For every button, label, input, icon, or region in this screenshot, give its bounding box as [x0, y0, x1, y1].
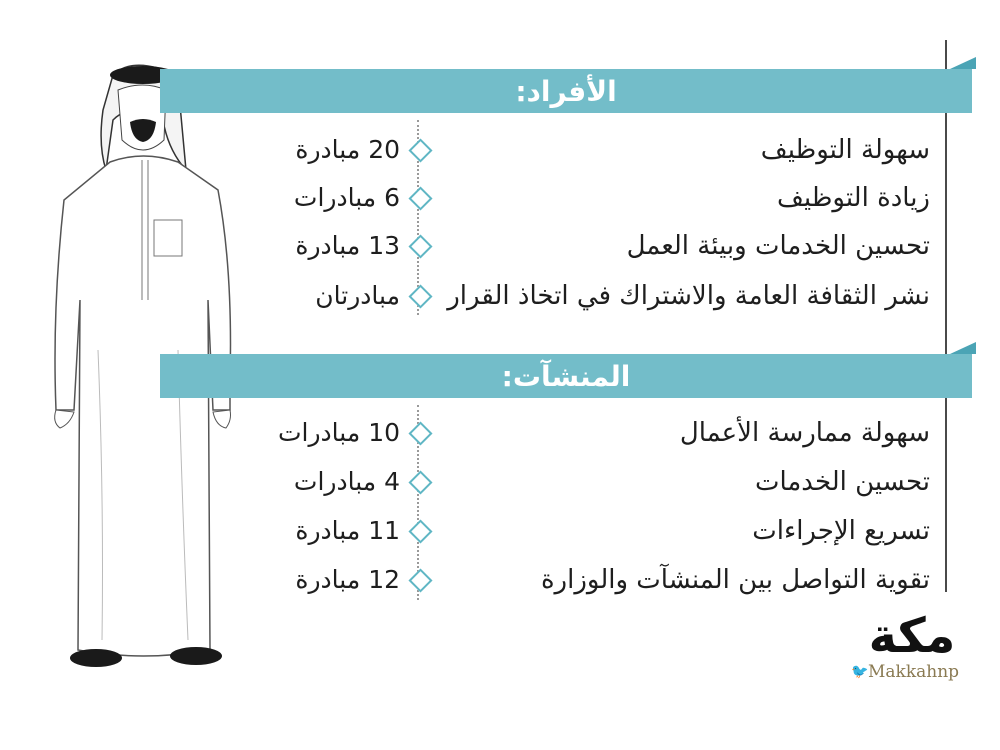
diamond-bullet-icon — [408, 519, 432, 543]
initiative-label: تحسين الخدمات — [754, 467, 930, 497]
twitter-handle: Makkahnp — [868, 662, 960, 682]
diamond-bullet-icon — [408, 284, 432, 308]
initiative-count: مبادرتان — [315, 281, 400, 310]
list-item — [250, 226, 930, 266]
diamond-bullet-icon — [408, 470, 432, 494]
initiative-count: 13 مبادرة — [295, 231, 400, 260]
initiative-count: 4 مبادرات — [293, 467, 400, 496]
initiative-label: تقوية التواصل بين المنشآت والوزارة — [540, 565, 930, 595]
twitter-icon: 🐦 — [851, 664, 869, 680]
list-item — [250, 462, 930, 502]
list-item — [250, 560, 930, 600]
initiative-count: 11 مبادرة — [295, 516, 400, 545]
list-item — [250, 276, 930, 316]
section-title: الأفراد: — [515, 74, 617, 108]
list-item — [250, 178, 930, 218]
diamond-bullet-icon — [408, 568, 432, 592]
diamond-bullet-icon — [408, 234, 432, 258]
section-header-establishments — [160, 354, 972, 398]
header-tab — [950, 342, 976, 354]
initiative-count: 12 مبادرة — [295, 565, 400, 594]
initiative-label: سهولة ممارسة الأعمال — [679, 418, 930, 448]
vertical-divider — [945, 40, 947, 592]
initiative-label: تسريع الإجراءات — [752, 516, 930, 546]
diamond-bullet-icon — [408, 138, 432, 162]
initiative-count: 10 مبادرات — [278, 418, 400, 447]
initiative-label: سهولة التوظيف — [760, 135, 930, 165]
list-item — [250, 511, 930, 551]
initiative-label: نشر الثقافة العامة والاشتراك في اتخاذ القرار — [447, 281, 930, 311]
initiative-count: 20 مبادرة — [295, 135, 400, 164]
diamond-bullet-icon — [408, 186, 432, 210]
diamond-bullet-icon — [408, 421, 432, 445]
list-item — [250, 130, 930, 170]
section-title: المنشآت: — [501, 359, 631, 393]
header-tab — [950, 57, 976, 69]
initiative-label: زيادة التوظيف — [776, 183, 930, 213]
initiative-count: 6 مبادرات — [293, 183, 400, 212]
list-item — [250, 413, 930, 453]
svg-text:مكة: مكة — [868, 608, 956, 664]
section-header-individuals — [160, 69, 972, 113]
initiative-label: تحسين الخدمات وبيئة العمل — [626, 231, 930, 261]
